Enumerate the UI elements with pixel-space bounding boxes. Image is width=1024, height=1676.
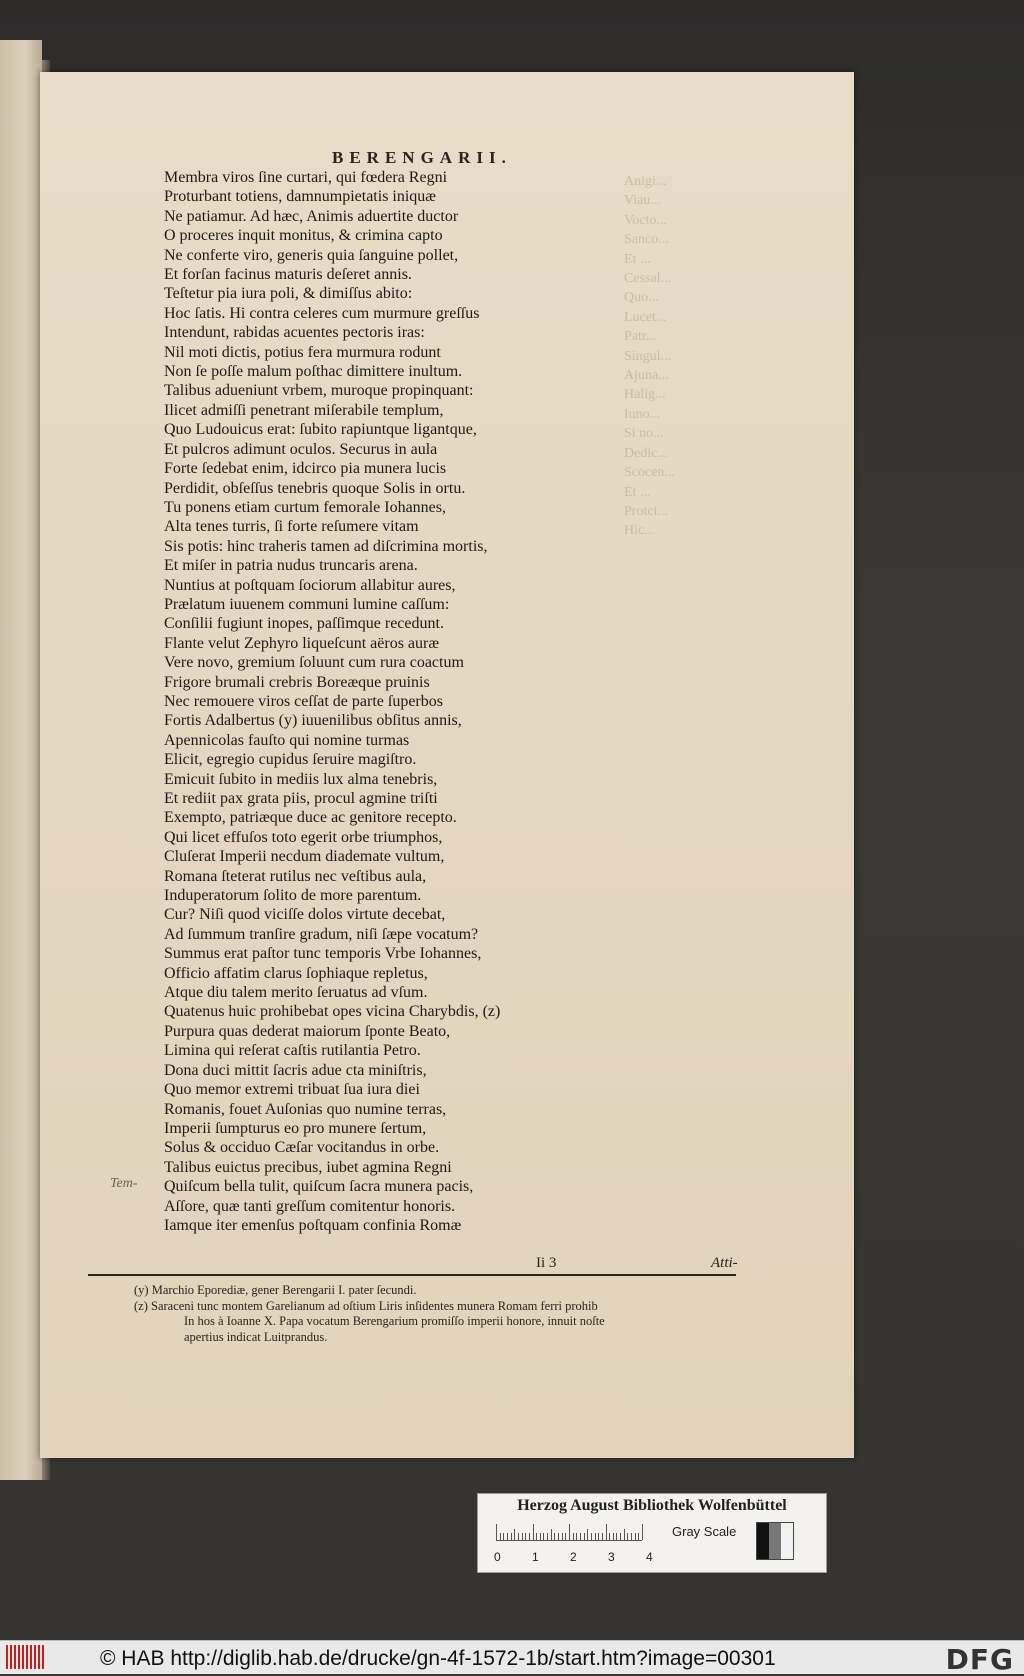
verse-line: Aſſore, quæ tanti greſſum comitentur honoris. [164,1197,456,1215]
footnote-z-cont-1: In hos à Ioanne X. Papa vocatum Berengarium promiſſo imperii honore, innuit noſte [184,1314,605,1328]
verse-line: Intendunt, rabidas acuentes pectoris iras: [164,324,425,342]
hab-logo-icon [6,1645,46,1669]
footnote-z: (z) Saraceni tunc montem Garelianum ad oſtium Liris inſidentes munera Romam ferri prohib [134,1298,598,1313]
verse-line: Quo memor extremi tribuat ſua iura diei [164,1081,420,1099]
scale-tick [536,1533,537,1540]
scale-number: 3 [608,1550,615,1564]
verse-line: Ne conferte viro, generis quia ſanguine pollet, [164,246,459,264]
verse-line: Quiſcum bella tulit, quiſcum ſacra munera pacis, [164,1178,474,1196]
bleed-through-text: Anigi... Viau... Vocto... Sanco... Et ... Cessal... Quo... Lucet... Patr... Singul... Ajuna... Halig... Iuno... Si no... Dedic... Scocen... Et ... Protci... Hic... [624,174,675,539]
scale-tick [613,1533,614,1540]
scale-tick [642,1524,643,1540]
verse-line: Cur? Niſi quod viciſſe dolos virtute decebat, [164,906,446,924]
scale-tick [580,1533,581,1540]
verse-line: Et miſer in patria nudus truncaris arena. [164,557,418,575]
verse-line: Forte ſedebat enim, idcirco pia munera lucis [164,460,447,478]
stamp-title: Herzog August Bibliothek Wolfenbüttel [517,1497,787,1514]
scale-tick [602,1533,603,1540]
verse-line: Quatenus huic prohibebat opes vicina Charybdis, (z) [164,1003,501,1021]
scale-tick [638,1533,639,1540]
scale-tick [554,1533,555,1540]
scale-tick [569,1524,570,1540]
scale-number: 2 [570,1550,577,1564]
verse-line: Iamque iter emenſus poſtquam confinia Romæ [164,1216,462,1234]
footnote-z-cont-2: apertius indicat Luitprandus. [184,1329,328,1344]
verse-line: Talibus euictus precibus, iubet agmina Regni [164,1158,452,1176]
scale-tick [635,1533,636,1540]
scale-tick [591,1533,592,1540]
verse-line: Quo Ludouicus erat: ſubito rapiuntque ligantque, [164,421,477,439]
scale-number: 0 [494,1550,501,1564]
verse-line: Summus erat paſtor tunc temporis Vrbe Iohannes, [164,945,482,963]
scale-tick [525,1533,526,1540]
verse-line: Proturbant totiens, damnumpietatis iniquæ [164,188,436,206]
verse-line: Induperatorum ſolito de more parentum. [164,887,422,905]
verse-line: O proceres inquit monitus, & crimina capto [164,227,443,245]
signature-mark: Ii 3 [536,1255,557,1271]
scale-tick [500,1533,501,1540]
verse-line: Nec remouere viros ceſſat de parte ſuperbos [164,692,443,710]
verse-line: Officio affatim clarus ſophiaque repletus, [164,964,428,982]
verse-line: Ad ſummum tranſire gradum, niſi ſæpe vocatum? [164,925,479,943]
verse-line: Limina qui reſerat caſtis rutilantia Petro. [164,1042,421,1060]
dfg-logo: DFG [945,1643,1014,1676]
scale-tick [576,1533,577,1540]
scale-tick [547,1533,548,1540]
verse-line: Ilicet admiſſi penetrant miſerabile templum, [164,401,444,419]
verse-line: Atque diu talem merito ſeruatus ad vſum. [164,984,428,1002]
verse-line: Romana ſteterat rutilus nec veſtibus aula, [164,867,427,885]
scale-tick [540,1533,541,1540]
source-url-link[interactable]: © HAB http://diglib.hab.de/drucke/gn-4f-1572-1b/start.htm?image=00301 [100,1647,776,1670]
scale-tick [620,1533,621,1540]
scale-ruler [496,1524,642,1541]
footnotes [134,1283,734,1345]
verse-line: Prælatum iuuenem communi lumine caſſum: [164,595,450,613]
scale-tick [533,1524,534,1540]
verse-line: Non ſe poſſe malum poſthac dimittere inultum. [164,363,463,381]
verse-line: Hoc ſatis. Hi contra celeres cum murmure greſſus [164,304,480,322]
library-color-stamp [477,1493,827,1573]
scale-tick [606,1524,607,1540]
verse-line: Romanis, fouet Auſonias quo numine terras, [164,1100,447,1118]
footnote-rule [88,1274,736,1276]
verse-line: Perdidit, obſeſſus tenebris quoque Solis in ortu. [164,479,466,497]
verse-line: Vere novo, gremium ſoluunt cum rura coactum [164,654,464,672]
verse-line: Frigore brumali crebris Boreæque pruinis [164,673,430,691]
verse-line: Tu ponens etiam curtum femorale Iohannes, [164,498,447,516]
verse-line: Solus & occiduo Cæſar vocitandus in orbe. [164,1139,440,1157]
verse-line: Et forſan facinus maturis deſeret annis. [164,266,412,284]
previous-page-edge [0,40,42,1480]
scale-tick [598,1533,599,1540]
scale-tick [584,1533,585,1540]
verse-line: Apennicolas fauſto qui nomine turmas [164,731,410,749]
verse-line: Fortis Adalbertus (y) iuuenilibus obſitus annis, [164,712,462,730]
verse-line: Membra viros ſine curtari, qui fœdera Regni [164,169,448,186]
verse-line: Talibus adueniunt vrbem, muroque propinquant: [164,382,474,400]
scale-tick [627,1533,628,1540]
scale-tick [522,1533,523,1540]
verse-line: Conſilii fugiunt inopes, paſſimque recedunt. [164,615,444,633]
scale-tick [562,1533,563,1540]
scale-tick [543,1533,544,1540]
scale-tick [551,1529,552,1540]
footnote-y: (y) Marchio Eporediæ, gener Berengarii I. pater ſecundi. [134,1283,417,1297]
scale-tick [514,1529,515,1540]
margin-note: Tem- [110,1176,138,1191]
scale-number: 4 [646,1550,653,1564]
scale-tick [587,1529,588,1540]
scale-tick [507,1533,508,1540]
verse-line: Exempto, patriæque duce ac genitore recepto. [164,809,457,827]
verse-line: Purpura quas dederat maiorum ſponte Beato, [164,1022,451,1040]
verse-line: Elicit, egregio cupidus ſeruire magiſtro. [164,751,417,769]
running-head: BERENGARII. [332,148,512,167]
scale-tick [558,1533,559,1540]
verse-line: Qui licet effuſos toto egerit orbe triumphos, [164,828,443,846]
verse-text [164,168,684,1235]
verse-line: Ne patiamur. Ad hæc, Animis aduertite ductor [164,207,459,225]
scale-tick [496,1524,497,1540]
verse-line: Alta tenes turris, ſi forte reſumere vitam [164,518,419,536]
verse-line: Teſtetur pia iura poli, & dimiſſus abito: [164,285,413,303]
gray-scale-swatch [756,1522,794,1560]
scale-tick [511,1533,512,1540]
verse-line: Sis potis: hinc traheris tamen ad diſcrimina mortis, [164,537,488,555]
scale-tick [573,1533,574,1540]
scale-tick [565,1533,566,1540]
verse-line: Emicuit ſubito in mediis lux alma tenebris, [164,770,438,788]
verse-line: Et pulcros adimunt oculos. Securus in aula [164,440,438,458]
verse-line: Nuntius at poſtquam ſociorum allabitur aures, [164,576,456,594]
viewer-footer [0,1640,1024,1674]
scale-tick [529,1533,530,1540]
scale-tick [624,1529,625,1540]
verse-line: Imperii ſumpturus eo pro munere ſertum, [164,1119,427,1137]
scale-number: 1 [532,1550,539,1564]
scale-tick [631,1533,632,1540]
gray-scale-label: Gray Scale [672,1524,737,1539]
scale-tick [503,1533,504,1540]
verse-line: Et rediit pax grata piis, procul agmine triſti [164,790,438,807]
verse-line: Nil moti dictis, potius fera murmura rodunt [164,343,441,361]
verse-line: Cluſerat Imperii necdum diademate vultum, [164,848,445,866]
verse-line: Flante velut Zephyro liqueſcunt aëros auræ [164,634,440,652]
catchword: Atti- [711,1255,738,1271]
scale-tick [616,1533,617,1540]
scale-tick [595,1533,596,1540]
scale-tick [609,1533,610,1540]
scale-tick [518,1533,519,1540]
verse-line: Dona duci mittit ſacris adue cta miniſtris, [164,1061,427,1079]
